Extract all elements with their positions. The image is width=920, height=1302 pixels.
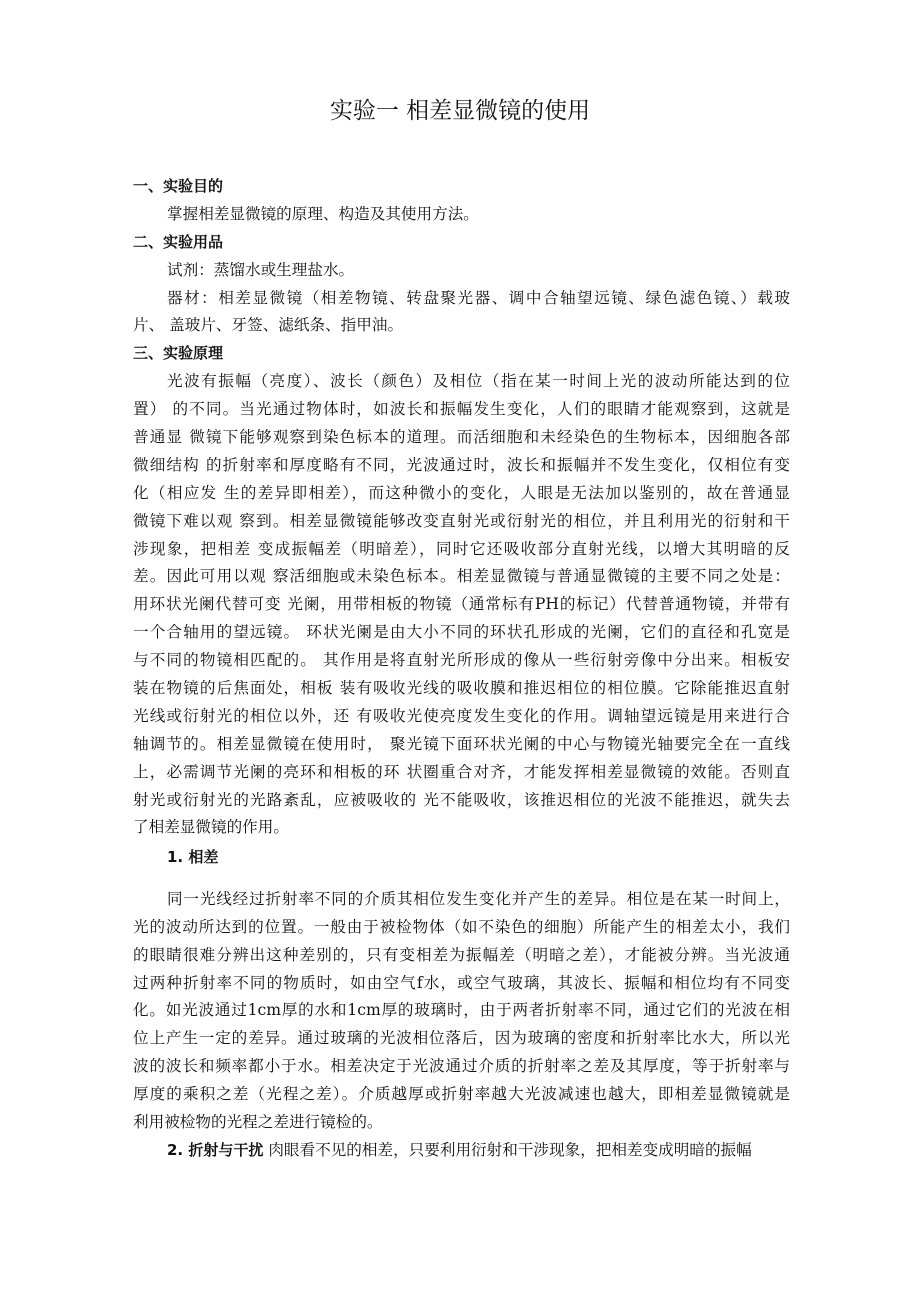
paragraph-line: 一个合轴用的望远镜。 环状光阑是由大小不同的环状孔形成的光阑，它们的直径和孔宽是	[133, 623, 790, 642]
paragraph-line: 器材：相差显微镜（相差物镜、转盘聚光器、调中合轴望远镜、绿色滤色镜、）载玻	[167, 288, 790, 307]
paragraph-line: 射光或衍射光的光路紊乱，应被吸收的 光不能吸收，该推迟相位的光波不能推迟，就失去	[133, 790, 790, 809]
paragraph-line: 波的波长和频率都小于水。相差决定于光波通过介质的折射率之差及其厚度，等于折射率与	[133, 1057, 790, 1076]
paragraph-line: 涉现象，把相差 变成振幅差（明暗差），同时它还吸收部分直射光线，以增大其明暗的反	[133, 539, 790, 558]
paragraph-line: 了相差显微镜的作用。	[133, 818, 289, 837]
paragraph-line: 轴调节的。相差显微镜在使用时， 聚光镜下面环状光阑的中心与物镜光轴要完全在一直线	[133, 734, 790, 753]
principle-paragraph	[133, 368, 790, 842]
paragraph-line: 掌握相差显微镜的原理、构造及其使用方法。	[167, 204, 479, 223]
paragraph-text: 肉眼看不见的相差，只要利用衍射和干涉现象，把相差变成明暗的振幅	[263, 1140, 752, 1159]
paragraph-line: 光线或衍射光的相位以外，还 有吸收光使亮度发生变化的作用。调轴望远镜是用来进行合	[133, 706, 790, 725]
paragraph-line: 片、 盖玻片、牙签、滤纸条、指甲油。	[133, 316, 404, 335]
paragraph-line: 的眼睛很难分辨出这种差别的，只有变相差为振幅差（明暗之差），才能被分辨。当光波通	[133, 945, 790, 964]
paragraph-line: 与不同的物镜相匹配的。 其作用是将直射光所形成的像从一些衍射旁像中分出来。相板安	[133, 651, 790, 670]
paragraph-line: 微镜下难以观 察到。相差显微镜能够改变直射光或衍射光的相位，并且利用光的衍射和干	[133, 511, 790, 530]
paragraph-line: 同一光线经过折射率不同的介质其相位发生变化并产生的差异。相位是在某一时间上，	[167, 889, 790, 908]
paragraph-line: 光的波动所达到的位置。一般由于被检物体（如不染色的细胞）所能产生的相差太小，我们	[133, 917, 790, 936]
paragraph-line: 利用被检物的光程之差进行镜检的。	[133, 1113, 383, 1132]
paragraph-line: 位上产生一定的差异。通过玻璃的光波相位落后，因为玻璃的密度和折射率比水大，所以光	[133, 1029, 790, 1048]
paragraph-line: 装在物镜的后焦面处，相板 装有吸收光线的吸收膜和推迟相位的相位膜。它除能推迟直射	[133, 679, 790, 698]
subsection-heading: 2. 折射与干扰	[167, 1140, 264, 1159]
paragraph-line: 过两种折射率不同的物质时，如由空气f水，或空气玻璃，其波长、振幅和相位均有不同变	[133, 973, 790, 992]
subsection-heading: 1. 相差	[167, 848, 219, 866]
paragraph-line: 置） 的不同。当光通过物体时，如波长和振幅发生变化，人们的眼睛才能观察到，这就是	[133, 400, 790, 419]
page-title: 实验一 相差显微镜的使用	[329, 98, 591, 124]
paragraph-line: 上，必需调节光阑的亮环和相板的环 状圈重合对齐，才能发挥相差显微镜的效能。否则直	[133, 762, 790, 781]
section-objective	[133, 173, 790, 842]
paragraph-line: 化（相应发 生的差异即相差），而这种微小的变化，人眼是无法加以鉴别的，故在普通显	[133, 483, 790, 502]
paragraph-line: 试剂：蒸馏水或生理盐水。	[167, 260, 355, 279]
subsection-2-line	[133, 1137, 790, 1165]
phase-paragraph	[133, 886, 790, 1137]
subsection-phase	[133, 844, 790, 1165]
paragraph-line: 微细结构 的折射率和厚度略有不同，光波通过时，波长和振幅并不发生变化，仅相位有变	[133, 455, 790, 474]
section-heading: 一、实验目的	[133, 177, 224, 195]
section-heading: 二、实验用品	[133, 232, 224, 251]
paragraph-line: 厚度的乘积之差（光程之差）。介质越厚或折射率越大光波减速也越大，即相差显微镜就是	[133, 1085, 790, 1104]
paragraph-line: 差。因此可用以观 察活细胞或未染色标本。相差显微镜与普通显微镜的主要不同之处是：	[133, 567, 790, 586]
paragraph-line: 用环状光阑代替可变 光阑，用带相板的物镜（通常标有PH的标记）代替普通物镜，并带有	[133, 595, 790, 614]
section-heading: 三、实验原理	[133, 344, 224, 363]
paragraph-line: 普通显 微镜下能够观察到染色标本的道理。而活细胞和未经染色的生物标本，因细胞各部	[133, 428, 790, 447]
paragraph-line: 化。如光波通过1cm厚的水和1cm厚的玻璃时，由于两者折射率不同，通过它们的光波在相	[133, 1001, 790, 1020]
paragraph-line: 光波有振幅（亮度）、波长（颜色）及相位（指在某一时间上光的波动所能达到的位	[167, 372, 790, 391]
